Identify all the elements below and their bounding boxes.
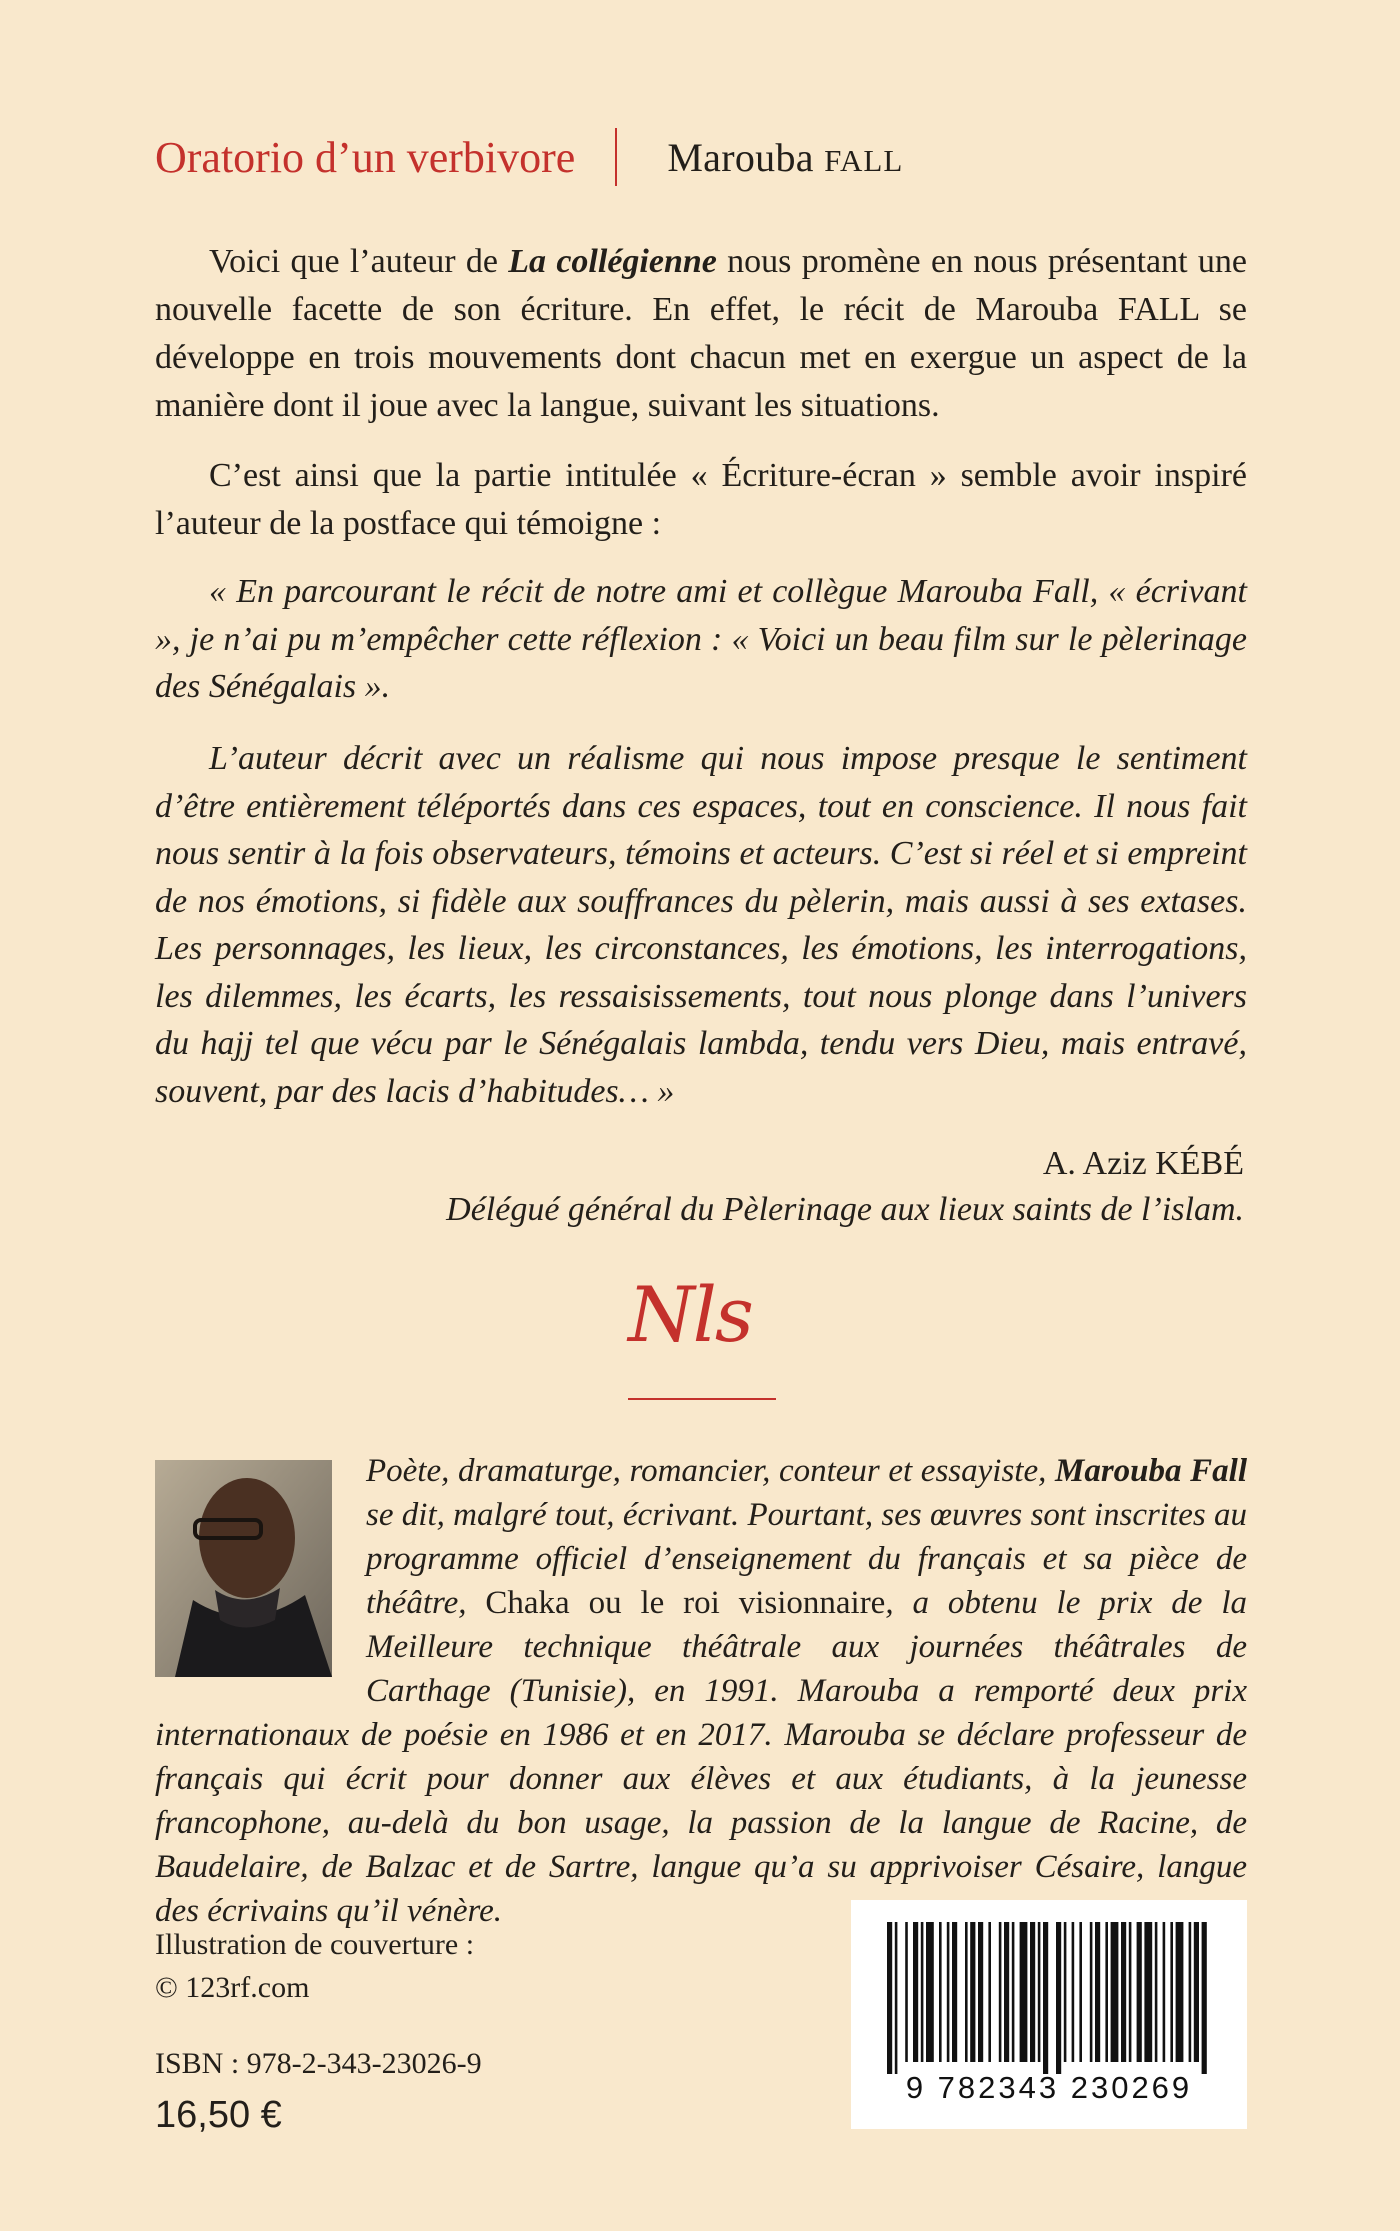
signature-name: A. Aziz KÉBÉ (1042, 1145, 1244, 1182)
author-first-name: Marouba (667, 134, 825, 180)
bio-text: se dit, malgré tout, écrivant. Pourtant, ses œuvres sont inscrites au programme officiel d’enseignement du français et sa pièce de théâtre, (366, 1497, 1247, 1621)
bio-author-name: Marouba Fall (1055, 1453, 1248, 1489)
barcode-bar (1072, 1922, 1075, 2062)
barcode-bar (887, 1922, 892, 2074)
barcode-bar (1170, 1922, 1173, 2062)
illustration-source: © 123rf.com (155, 1971, 310, 2004)
header-divider (615, 128, 617, 186)
postface-quote-2 (155, 735, 1247, 1115)
barcode-bar (1090, 1922, 1093, 2062)
bio-text: , a obtenu le prix de la Meilleure technique théâtrale aux journées théâtrales de Carthage (Tunisie), en 1991. Marouba a remporté deux prix internationaux de poésie en 1986 et en 2017. Marouba se déclare professeur de français qui écrit pour donner aux élèves et aux étudiants, à la jeunesse francophone, au-delà du bon usage, la passion de la langue de Racine, de Baudelaire, de Balzac et de Sartre, langue qu’a su apprivoiser Césaire, langue des écrivains qu’il vénère. (155, 1585, 1247, 1929)
author-last-name: FALL (824, 142, 904, 178)
price: 16,50 € (155, 2094, 282, 2136)
barcode-bar (965, 1922, 968, 2062)
illustration-label: Illustration de couverture : (155, 1928, 475, 1961)
barcode-bar (1189, 1922, 1192, 2062)
barcode-bar (895, 1922, 898, 2074)
blurb-text: C’est ainsi que la partie intitulée « Écriture-écran » semble avoir inspiré l’auteur de la postface qui témoigne : (155, 457, 1247, 542)
barcode-bar (1137, 1922, 1142, 2062)
barcode-bar (926, 1922, 934, 2062)
blurb-text: Voici que l’auteur de (209, 243, 509, 280)
play-title: Chaka ou le roi visionnaire (485, 1585, 886, 1621)
quote-text: L’auteur décrit avec un réalisme qui nous impose presque le sentiment d’être entièrement téléportés dans ces espaces, tout en conscience. Il nous fait nous sentir à la fois observateurs, témoins et acteurs. C’est si réel et si empreint de nos émotions, si fidèle aux souffrances du pèlerin, mais aussi à ses extases. Les personnages, les lieux, les circonstances, les émotions, les interrogations, les dilemmes, les écarts, les ressaisissements, tout nous plonge dans l’univers du hajj tel que vécu par le Sénégalais lambda, tendu vers Dieu, mais entravé, souvent, par des lacis d’habitudes… » (155, 740, 1247, 1110)
barcode-bar (999, 1922, 1002, 2062)
barcode-bar (988, 1922, 991, 2062)
book-reference: La collégienne (508, 243, 717, 280)
postface-quote-1 (155, 568, 1247, 711)
barcode-bar (1163, 1922, 1166, 2062)
barcode-bar (1020, 1922, 1028, 2062)
barcode-bar (947, 1922, 950, 2062)
isbn: ISBN : 978-2-343-23026-9 (155, 2047, 482, 2080)
barcode-bar (952, 1922, 957, 2062)
barcode-bar (1121, 1922, 1126, 2062)
barcode-bar (1095, 1922, 1100, 2062)
barcode-bar (1176, 1922, 1184, 2062)
cover-credits (155, 1923, 474, 2009)
blurb-text: nous promène en nous présentant une nouvelle facette de son écriture. En effet, le récit de Marouba FALL se développe en trois mouvements dont chacun met en exergue un aspect de la manière dont il joue avec la langue, suivant les situations. (155, 243, 1247, 424)
barcode-bar (1202, 1922, 1207, 2074)
barcode-bar (905, 1922, 908, 2062)
bio-text: Poète, dramaturge, romancier, conteur et essayiste, (366, 1453, 1055, 1489)
author-name (667, 134, 903, 181)
barcode-bar (1064, 1922, 1067, 2062)
barcode-bar (1155, 1922, 1158, 2062)
barcode-bar (1194, 1922, 1199, 2062)
signature-role: Délégué général du Pèlerinage aux lieux saints de l’islam. (446, 1191, 1244, 1228)
barcode-bar (1105, 1922, 1108, 2062)
barcode-bar (1056, 1922, 1061, 2074)
barcode-bar (1012, 1922, 1015, 2062)
blurb-paragraph-2 (155, 452, 1247, 548)
logo-underline (628, 1398, 776, 1400)
author-portrait-image (155, 1460, 332, 1677)
barcode-bar (1079, 1922, 1082, 2062)
book-title: Oratorio d’un verbivore (155, 132, 576, 182)
barcode-bar (978, 1922, 983, 2062)
barcode-bar (1144, 1922, 1152, 2062)
barcode (851, 1900, 1247, 2129)
barcode-bar (1111, 1922, 1119, 2062)
quote-text: « En parcourant le récit de notre ami et collègue Marouba Fall, « écrivant », je n’ai pu m’empêcher cette réflexion : « Voici un beau film sur le pèlerinage des Sénégalais ». (155, 573, 1247, 705)
barcode-bar (939, 1922, 942, 2062)
blurb-paragraph-1 (155, 238, 1247, 430)
barcode-bar (921, 1922, 924, 2062)
barcode-bar (1038, 1922, 1041, 2062)
cover-header (155, 122, 903, 192)
barcode-bar (970, 1922, 975, 2062)
barcode-digits: 9 782343 230269 (905, 2070, 1193, 2105)
barcode-bar (1004, 1922, 1009, 2062)
barcode-bar (1043, 1922, 1048, 2074)
barcode-bar (1030, 1922, 1035, 2062)
barcode-bar (1129, 1922, 1132, 2062)
author-photo (155, 1460, 332, 1677)
publisher-logo: Nls (628, 1270, 752, 1359)
barcode-bar (913, 1922, 918, 2062)
